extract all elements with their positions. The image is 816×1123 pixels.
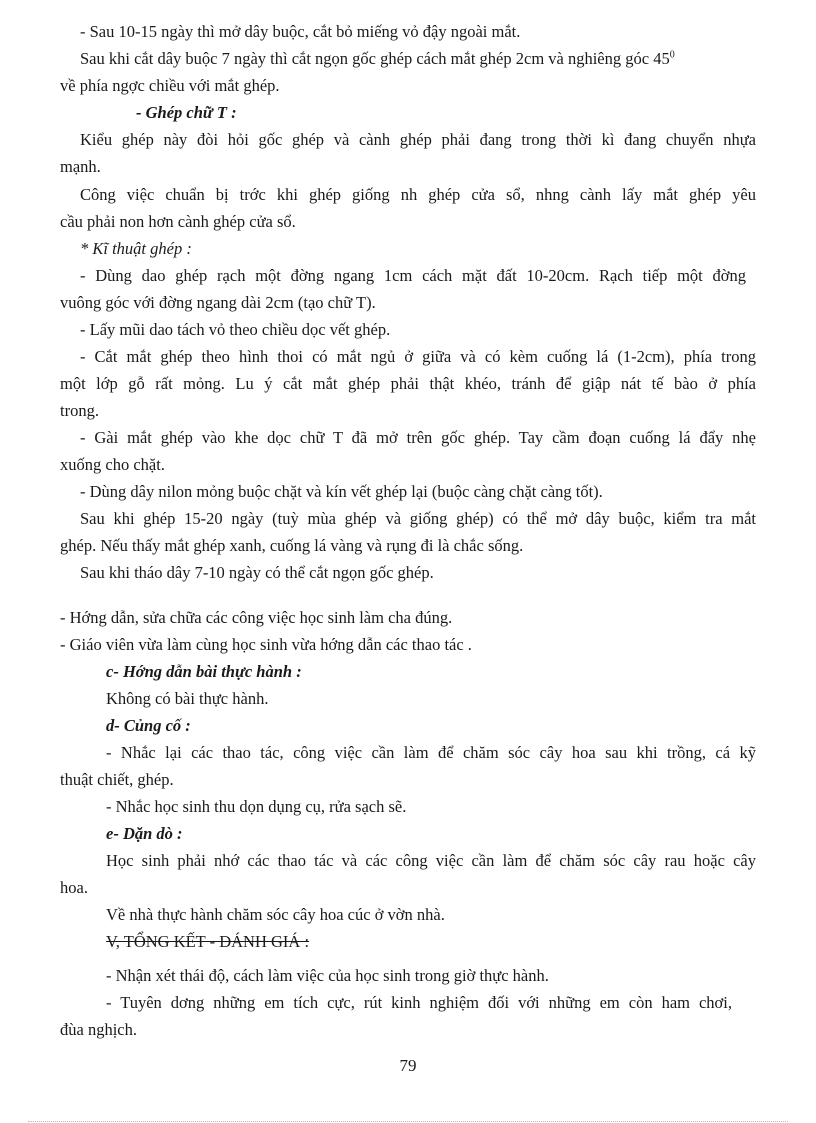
subsection-heading-ki-thuat-ghep: * Kĩ thuật ghép :	[80, 239, 192, 258]
paragraph-line: Công việc chuẩn bị trớc khi ghép giống nh ghép cửa sổ, nhng cành lấy mắt ghép yêu	[80, 185, 756, 204]
paragraph-line: Sau khi tháo dây 7-10 ngày có thể cắt ngọn gốc ghép.	[80, 563, 434, 582]
paragraph-line: - Cắt mắt ghép theo hình thoi có mắt ngủ ở giữa và có kèm cuống lá (1-2cm), phía trong	[80, 347, 756, 366]
paragraph-line: trong.	[60, 401, 99, 420]
paragraph-line: - Dùng dây nilon mỏng buộc chặt và kín vết ghép lại (buộc càng chặt càng tốt).	[80, 482, 603, 501]
paragraph-line: một lớp gỗ rất mỏng. Lu ý cắt mắt ghép phải thật khéo, tránh để giập nát tế bào ở phía	[60, 374, 756, 393]
paragraph-line: Về nhà thực hành chăm sóc cây hoa cúc ở vờn nhà.	[106, 905, 445, 924]
paragraph-text: Sau khi cắt dây buộc 7 ngày thì cắt ngọn gốc ghép cách mắt ghép 2cm và nghiêng góc 45	[80, 49, 670, 68]
bottom-dotted-rule	[28, 1121, 788, 1122]
paragraph-line: Học sinh phải nhớ các thao tác và các công việc cần làm để chăm sóc cây rau hoặc cây	[106, 851, 756, 870]
paragraph-line: - Nhắc lại các thao tác, công việc cần làm để chăm sóc cây hoa sau khi trồng, cá kỹ	[106, 743, 756, 762]
paragraph-line: ghép. Nếu thấy mắt ghép xanh, cuống lá vàng và rụng đi là chắc sống.	[60, 536, 524, 555]
paragraph-line	[80, 49, 675, 69]
paragraph-line: thuật chiết, ghép.	[60, 770, 174, 789]
paragraph-line: - Lấy mũi dao tách vỏ theo chiều dọc vết ghép.	[80, 320, 391, 339]
paragraph-line: đùa nghịch.	[60, 1020, 137, 1039]
paragraph-line: xuống cho chặt.	[60, 455, 165, 474]
paragraph-line: hoa.	[60, 878, 88, 897]
paragraph-line: - Gài mắt ghép vào khe dọc chữ T đã mở trên gốc ghép. Tay cầm đoạn cuống lá đẩy nhẹ	[80, 428, 756, 447]
paragraph-line: - Nhắc học sinh thu dọn dụng cụ, rửa sạch sẽ.	[106, 797, 407, 816]
paragraph-line: - Giáo viên vừa làm cùng học sinh vừa hớng dẫn các thao tác .	[60, 635, 472, 654]
paragraph-line: về phía ngợc chiều với mắt ghép.	[60, 76, 280, 95]
paragraph-line: - Sau 10-15 ngày thì mở dây buộc, cắt bỏ miếng vỏ đậy ngoài mắt.	[80, 22, 521, 41]
section-heading-tong-ket: V, TỔNG KẾT - ĐÁNH GIÁ :	[106, 932, 310, 951]
paragraph-line: - Nhận xét thái độ, cách làm việc của học sinh trong giờ thực hành.	[106, 966, 549, 985]
paragraph-line: vuông góc với đờng ngang dài 2cm (tạo chữ T).	[60, 293, 376, 312]
superscript-degree: 0	[669, 49, 675, 61]
paragraph-line: cầu phải non hơn cành ghép cửa sổ.	[60, 212, 296, 231]
section-heading-dan-do: e- Dặn dò :	[106, 824, 183, 843]
section-heading-cung-co: d- Củng cố :	[106, 716, 191, 735]
paragraph-line: Kiểu ghép này đòi hỏi gốc ghép và cành ghép phải đang trong thời kì đang chuyển nhựa	[80, 130, 756, 149]
section-heading-ghep-chu-t: - Ghép chữ T :	[136, 103, 237, 122]
paragraph-line: Không có bài thực hành.	[106, 689, 269, 708]
paragraph-line: Sau khi ghép 15-20 ngày (tuỳ mùa ghép và giống ghép) có thể mở dây buộc, kiểm tra mắt	[80, 509, 756, 528]
paragraph-line: - Dùng dao ghép rạch một đờng ngang 1cm cách mặt đất 10-20cm. Rạch tiếp một đờng	[80, 266, 746, 285]
page-number: 79	[399, 1056, 417, 1075]
section-heading-huong-dan: c- Hớng dẫn bài thực hành :	[106, 662, 302, 681]
paragraph-line: - Hớng dẫn, sửa chữa các công việc học sinh làm cha đúng.	[60, 608, 453, 627]
paragraph-line: mạnh.	[60, 157, 101, 176]
paragraph-line: - Tuyên dơng những em tích cực, rút kinh nghiệm đối với những em còn ham chơi,	[106, 993, 732, 1012]
